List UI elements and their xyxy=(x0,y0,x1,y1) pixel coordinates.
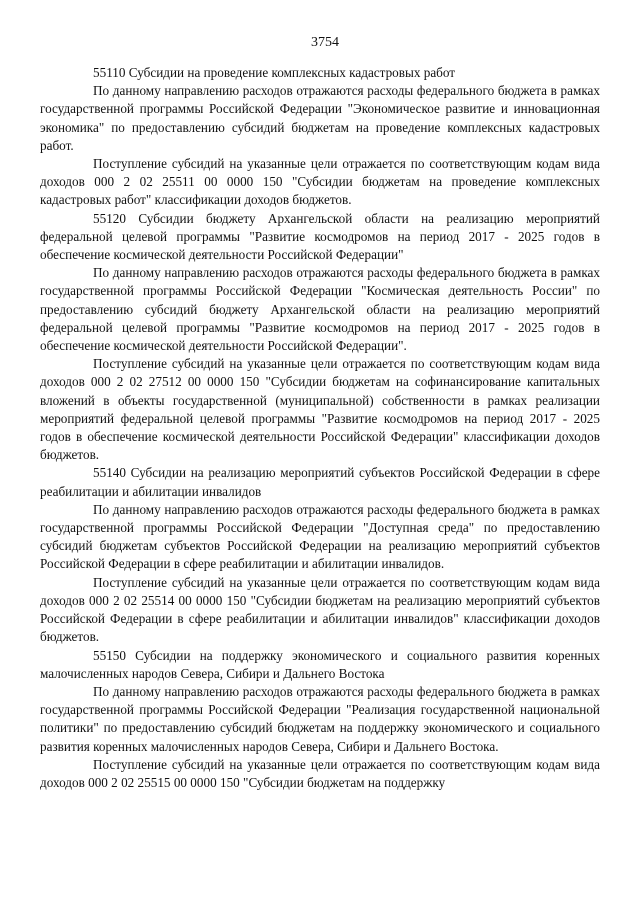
paragraph-55120-income: Поступление субсидий на указанные цели отражается по соответствующим кодам вида доходов 000 2 02 27512 00 0000 150 "Субсидии бюджетам на софинансирование капитальных вложений в объекты государственной (муниципальной) собственности в рамках реализации мероприятий федеральной целевой программы "Развитие космодромов на период 2017 - 2025 годов в обеспечение космической деятельности Российской Федерации" классификации доходов бюджетов. xyxy=(40,356,600,463)
document-page xyxy=(40,34,600,792)
paragraph-55150-heading: 55150 Субсидии на поддержку экономического и социального развития коренных малочисленных народов Севера, Сибири и Дальнего Востока xyxy=(40,647,600,681)
paragraph-55110-income: Поступление субсидий на указанные цели отражается по соответствующим кодам вида доходов 000 2 02 25511 00 0000 150 "Субсидии бюджетам на проведение комплексных кадастровых работ" классификации доходов бюджетов. xyxy=(40,156,600,208)
paragraph-55140-expenses: По данному направлению расходов отражаются расходы федерального бюджета в рамках государственной программы Российской Федерации "Доступная среда" по предоставлению субсидий бюджетам субъектов Российской Федерации на реализацию мероприятий субъектов Российской Федерации в сфере реабилитации и абилитации инвалидов. xyxy=(40,501,600,572)
paragraph-55120-expenses: По данному направлению расходов отражаются расходы федерального бюджета в рамках государственной программы Российской Федерации "Космическая деятельность России" по предоставлению субсидий бюджету Архангельской области на реализацию мероприятий федеральной целевой программы "Развитие космодромов на период 2017 - 2025 годов в обеспечение космической деятельности Российской Федерации". xyxy=(40,265,600,354)
paragraph-55140-heading: 55140 Субсидии на реализацию мероприятий субъектов Российской Федерации в сфере реабилитации и абилитации инвалидов xyxy=(40,465,600,499)
paragraph-55110-expenses: По данному направлению расходов отражаются расходы федерального бюджета в рамках государственной программы Российской Федерации "Экономическое развитие и инновационная экономика" по предоставлению субсидий бюджетам на проведение комплексных кадастровых работ. xyxy=(40,83,600,153)
paragraph-55150-expenses: По данному направлению расходов отражаются расходы федерального бюджета в рамках государственной программы Российской Федерации "Реализация государственной национальной политики" по предоставлению субсидий бюджетам на поддержку экономического и социального развития коренных малочисленных народов Севера, Сибири и Дальнего Востока. xyxy=(40,683,600,754)
page-number: 3754 xyxy=(311,35,339,50)
paragraph-55110-heading: 55110 Субсидии на проведение комплексных кадастровых работ xyxy=(93,65,456,80)
paragraph-55150-income: Поступление субсидий на указанные цели отражается по соответствующим кодам вида доходов 000 2 02 25515 00 0000 150 "Субсидии бюджетам на поддержку xyxy=(40,756,600,790)
paragraph-55140-income: Поступление субсидий на указанные цели отражается по соответствующим кодам вида доходов 000 2 02 25514 00 0000 150 "Субсидии бюджетам на реализацию мероприятий субъектов Российской Федерации в сфере реабилитации и абилитации инвалидов" классификации доходов бюджетов. xyxy=(40,574,600,645)
paragraph-55120-heading: 55120 Субсидии бюджету Архангельской области на реализацию мероприятий федеральной целевой программы "Развитие космодромов на период 2017 - 2025 годов в обеспечение космической деятельности Российской Федерации" xyxy=(40,210,600,263)
